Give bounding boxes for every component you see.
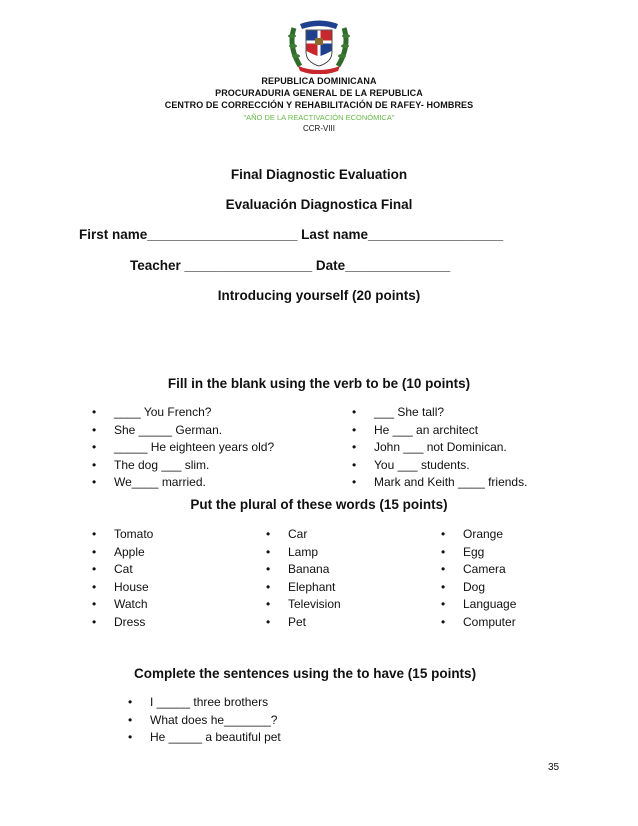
list-item: • Car <box>264 526 341 544</box>
list-item: • Lamp <box>264 544 341 562</box>
title-english: Final Diagnostic Evaluation <box>230 167 408 182</box>
list-item: • ___ She tall? <box>350 404 527 422</box>
list-item: • Computer <box>439 614 516 632</box>
list-item: • Language <box>439 596 516 614</box>
list-item: • The dog ___ slim. <box>90 457 274 475</box>
list-item: • Tomato <box>90 526 153 544</box>
teacher-date-fields: Teacher _________________ Date______________ <box>130 258 451 273</box>
list-item: • Orange <box>439 526 516 544</box>
name-fields: First name____________________ Last name__________________ <box>79 227 504 242</box>
section-intro-title: Introducing yourself (20 points) <box>217 288 421 303</box>
plural-list-col2 <box>264 526 341 632</box>
to-have-list <box>126 694 281 747</box>
list-item: • Egg <box>439 544 516 562</box>
list-item: • Watch <box>90 596 153 614</box>
list-item: • Banana <box>264 561 341 579</box>
list-item: • ____ You French? <box>90 404 274 422</box>
list-item: • He ___ an architect <box>350 422 527 440</box>
list-item: • John ___ not Dominican. <box>350 439 527 457</box>
header-center: CENTRO DE CORRECCIÓN Y REHABILITACIÓN DE RAFEY- HOMBRES <box>164 100 474 110</box>
list-item: • Mark and Keith ____ friends. <box>350 474 527 492</box>
list-item: • She _____ German. <box>90 422 274 440</box>
list-item: • _____ He eighteen years old? <box>90 439 274 457</box>
header-code: CCR-VIII <box>303 124 335 133</box>
section-verb-to-be-title: Fill in the blank using the verb to be (10 points) <box>167 376 471 391</box>
plural-list-col1 <box>90 526 153 632</box>
verb-to-be-list-right <box>350 404 527 492</box>
list-item: • Pet <box>264 614 341 632</box>
header-agency: PROCURADURIA GENERAL DE LA REPUBLICA <box>215 88 423 98</box>
list-item: • Dog <box>439 579 516 597</box>
section-to-have-title: Complete the sentences using the to have (15 points) <box>134 666 477 681</box>
list-item: • Dress <box>90 614 153 632</box>
section-plural-title: Put the plural of these words (15 points) <box>190 497 448 512</box>
list-item: • We____ married. <box>90 474 274 492</box>
list-item: • What does he_______? <box>126 712 281 730</box>
verb-to-be-list-left <box>90 404 274 492</box>
page-number: 35 <box>548 762 560 773</box>
list-item: • He _____ a beautiful pet <box>126 729 281 747</box>
list-item: • Television <box>264 596 341 614</box>
list-item: • Camera <box>439 561 516 579</box>
title-spanish: Evaluación Diagnostica Final <box>225 197 413 212</box>
list-item: • Elephant <box>264 579 341 597</box>
list-item: • Cat <box>90 561 153 579</box>
list-item: • House <box>90 579 153 597</box>
coat-of-arms-icon <box>286 18 352 74</box>
plural-list-col3 <box>439 526 516 632</box>
header-motto: "AÑO DE LA REACTIVACIÓN ECONÓMICA" <box>243 113 395 122</box>
header-country: REPUBLICA DOMINICANA <box>261 76 377 86</box>
list-item: • I _____ three brothers <box>126 694 281 712</box>
list-item: • You ___ students. <box>350 457 527 475</box>
list-item: • Apple <box>90 544 153 562</box>
